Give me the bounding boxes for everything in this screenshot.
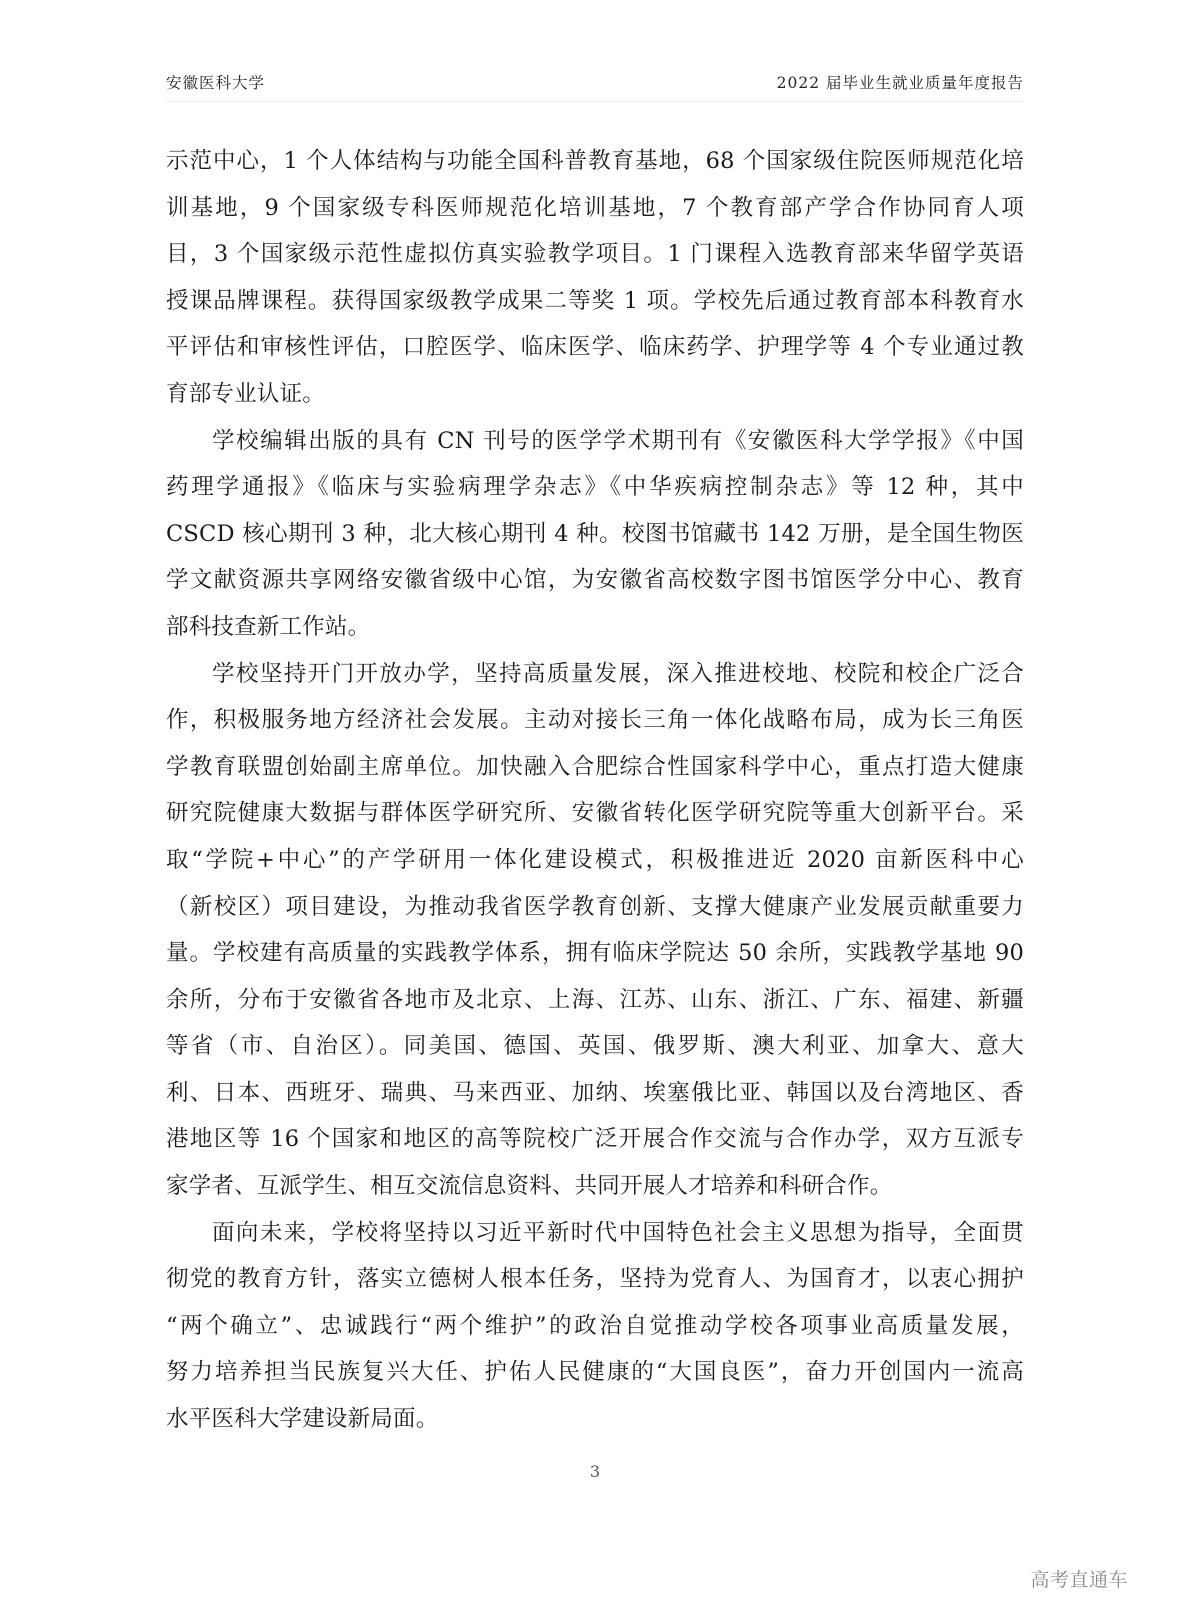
paragraph xyxy=(166,418,1024,651)
text-line: 药理学通报》《临床与实验病理学杂志》《中华疾病控制杂志》等 12 种，其中 xyxy=(166,474,1024,501)
text-line: 育部专业认证。 xyxy=(166,380,325,407)
text-line: 努力培养担当民族复兴大任、护佑人民健康的“大国良医”，奋力开创国内一流高 xyxy=(166,1359,1024,1386)
text-line: 面向未来，学校将坚持以习近平新时代中国特色社会主义思想为指导，全面贯 xyxy=(212,1219,1024,1246)
paragraph xyxy=(166,138,1024,418)
text-line: 取“学院+中心”的产学研用一体化建设模式，积极推进近 2020 亩新医科中心 xyxy=(166,846,1024,873)
header-institution: 安徽医科大学 xyxy=(166,74,266,92)
body-text xyxy=(166,138,1024,1443)
text-line: “两个确立”、忠诚践行“两个维护”的政治自觉推动学校各项事业高质量发展， xyxy=(166,1312,1024,1339)
text-line: 学校编辑出版的具有 CN 刊号的医学学术期刊有《安徽医科大学学报》《中国 xyxy=(212,427,1024,454)
text-line: 余所，分布于安徽省各地市及北京、上海、江苏、山东、浙江、广东、福建、新疆 xyxy=(166,986,1024,1013)
text-line: 作，积极服务地方经济社会发展。主动对接长三角一体化战略布局，成为长三角医 xyxy=(166,707,1024,734)
text-line: 目，3 个国家级示范性虚拟仿真实验教学项目。1 门课程入选教育部来华留学英语 xyxy=(166,241,1024,268)
text-line: 家学者、互派学生、相互交流信息资料、共同开展人才培养和科研合作。 xyxy=(166,1173,893,1200)
paragraph xyxy=(166,651,1024,1210)
header-report-title: 2022 届毕业生就业质量年度报告 xyxy=(776,74,1024,92)
text-line: 研究院健康大数据与群体医学研究所、安徽省转化医学研究院等重大创新平台。采 xyxy=(166,800,1024,827)
text-line: 学校坚持开门开放办学，坚持高质量发展，深入推进校地、校院和校企广泛合 xyxy=(212,660,1024,687)
text-line: 平评估和审核性评估，口腔医学、临床医学、临床药学、护理学等 4 个专业通过教 xyxy=(166,334,1024,361)
text-line: CSCD 核心期刊 3 种，北大核心期刊 4 种。校图书馆藏书 142 万册，是全国生物医 xyxy=(166,520,1024,547)
page-header xyxy=(166,68,1024,96)
watermark: 高考直通车 xyxy=(1030,1569,1128,1591)
text-line: （新校区）项目建设，为推动我省医学教育创新、支撑大健康产业发展贡献重要力 xyxy=(166,893,1024,920)
text-line: 学教育联盟创始副主席单位。加快融入合肥综合性国家科学中心，重点打造大健康 xyxy=(166,753,1024,780)
text-line: 训基地，9 个国家级专科医师规范化培训基地，7 个教育部产学合作协同育人项 xyxy=(166,194,1024,221)
text-line: 水平医科大学建设新局面。 xyxy=(166,1406,439,1433)
header-rule xyxy=(166,101,1024,102)
text-line: 示范中心，1 个人体结构与功能全国科普教育基地，68 个国家级住院医师规范化培 xyxy=(166,148,1024,174)
paragraph xyxy=(166,1210,1024,1443)
text-line: 部科技查新工作站。 xyxy=(166,613,371,640)
text-line: 授课品牌课程。获得国家级教学成果二等奖 1 项。学校先后通过教育部本科教育水 xyxy=(166,287,1024,314)
text-line: 学文献资源共享网络安徽省级中心馆，为安徽省高校数字图书馆医学分中心、教育 xyxy=(166,567,1024,594)
text-line: 量。学校建有高质量的实践教学体系，拥有临床学院达 50 余所，实践教学基地 90 xyxy=(166,940,1024,967)
text-line: 利、日本、西班牙、瑞典、马来西亚、加纳、埃塞俄比亚、韩国以及台湾地区、香 xyxy=(166,1079,1024,1106)
text-line: 等省（市、自治区）。同美国、德国、英国、俄罗斯、澳大利亚、加拿大、意大 xyxy=(166,1033,1024,1060)
text-line: 彻党的教育方针，落实立德树人根本任务，坚持为党育人、为国育才，以衷心拥护 xyxy=(166,1266,1024,1293)
page-number: 3 xyxy=(589,1462,601,1481)
text-line: 港地区等 16 个国家和地区的高等院校广泛开展合作交流与合作办学，双方互派专 xyxy=(166,1126,1024,1153)
